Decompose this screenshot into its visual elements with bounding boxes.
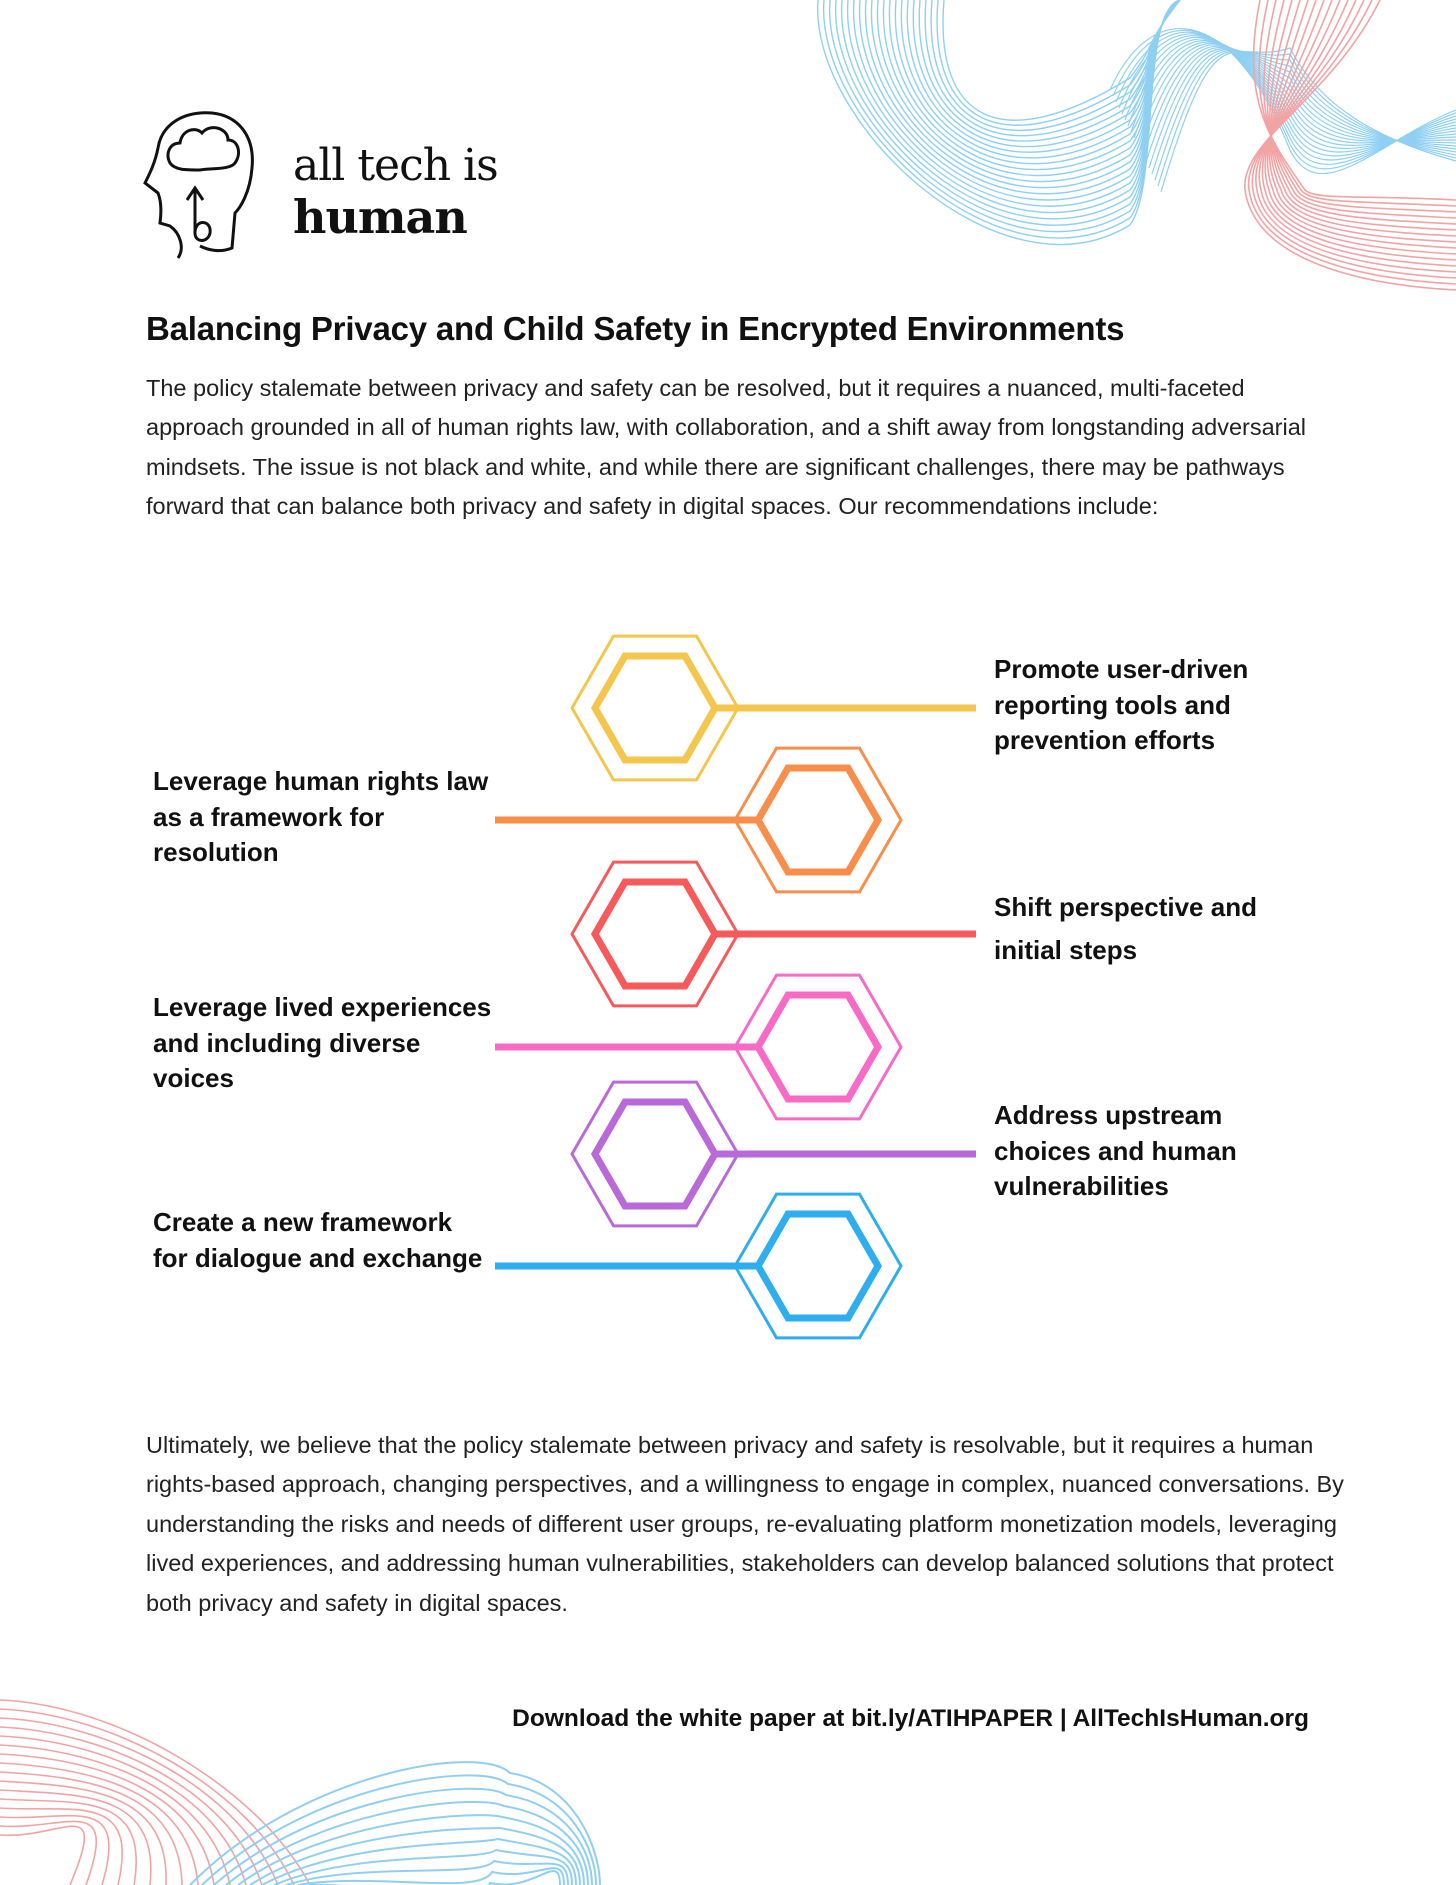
inner-hexagon — [758, 768, 878, 872]
recommendation-label-5: Address upstream choices and human vulnerabilities — [994, 1100, 1237, 1201]
recommendation-label-3: Shift perspective and initial steps — [994, 892, 1257, 965]
recommendation-label-4: Leverage lived experiences and including diverse voices — [153, 992, 492, 1093]
logo-text-line2: human — [293, 190, 467, 244]
inner-hexagon — [758, 995, 878, 1099]
recommendation-label-6: Create a new framework for dialogue and exchange — [153, 1207, 483, 1273]
conclusion-paragraph: Ultimately, we believe that the policy stalemate between privacy and safety is resolvable, but it requires a human rights-based approach, changing perspectives, and a willingness to engage in complex, nuanced conversations. By understanding the risks and needs of different user groups, re-evaluating platform monetization models, leveraging lived experiences, and addressing human vulnerabilities, stakeholders can develop balanced solutions that protect both privacy and safety in digital spaces. — [146, 1432, 1344, 1616]
logo-text-line1: all tech is — [293, 140, 498, 191]
page-title: Balancing Privacy and Child Safety in Encrypted Environments — [146, 310, 1125, 347]
intro-paragraph: The policy stalemate between privacy and safety can be resolved, but it requires a nuanced, multi-faceted approach grounded in all of human rights law, with collaboration, and a shift away from longstanding adversarial mindsets. The issue is not black and white, and while there are significant challenges, there may be pathways forward that can balance both privacy and safety in digital spaces. Our recommendations include: — [146, 375, 1307, 520]
recommendation-hexagon-6 — [495, 1194, 901, 1338]
footer-download-link[interactable]: Download the white paper at bit.ly/ATIHPAPER | AllTechIsHuman.org — [512, 1705, 1309, 1732]
inner-hexagon — [595, 656, 715, 760]
recommendation-label-2: Leverage human rights law as a framework for resolution — [153, 766, 489, 867]
inner-hexagon — [758, 1214, 878, 1318]
recommendation-hexagon-1 — [572, 636, 976, 780]
recommendation-hexagon-2 — [495, 748, 901, 892]
recommendation-hexagon-3 — [572, 862, 976, 1006]
recommendation-hexagon-4 — [495, 975, 901, 1119]
inner-hexagon — [595, 1102, 715, 1206]
recommendation-label-1: Promote user-driven reporting tools and prevention efforts — [994, 654, 1249, 755]
inner-hexagon — [595, 882, 715, 986]
recommendation-hexagon-5 — [572, 1082, 976, 1226]
